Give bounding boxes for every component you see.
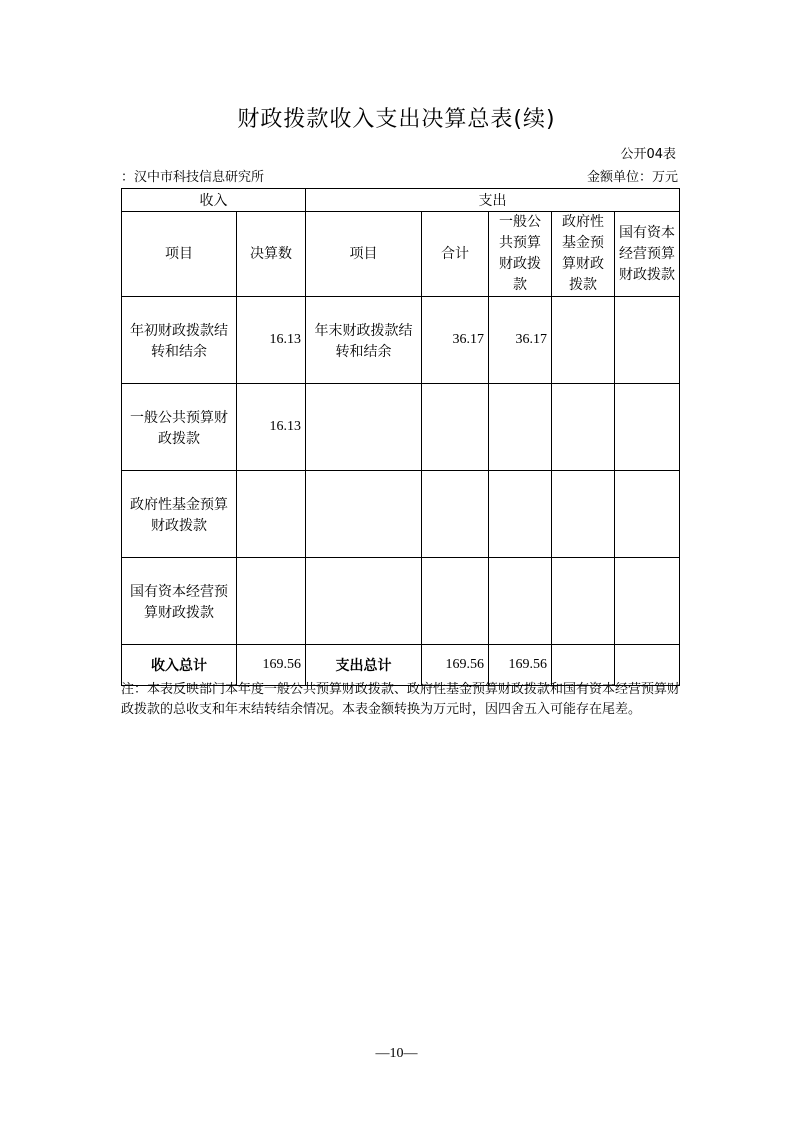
expense-state-capital [615, 384, 680, 471]
expense-general [489, 384, 552, 471]
income-header: 收入 [122, 189, 306, 212]
unit-line [121, 166, 678, 185]
expense-general [489, 558, 552, 645]
expense-item: 年末财政拨款结转和结余 [306, 297, 422, 384]
expense-total-label: 支出总计 [306, 645, 422, 686]
expense-item [306, 384, 422, 471]
income-item: 国有资本经营预算财政拨款 [122, 558, 237, 645]
budget-table [121, 188, 680, 686]
table-row [122, 471, 680, 558]
expense-total: 36.17 [422, 297, 489, 384]
col-general-budget: 一般公共预算财政拨款 [489, 212, 552, 297]
expense-total [422, 558, 489, 645]
expense-total [422, 384, 489, 471]
expense-gov-fund [552, 471, 615, 558]
income-total-amount: 169.56 [237, 645, 306, 686]
header-row-2 [122, 212, 680, 297]
col-gov-fund: 政府性基金预算财政拨款 [552, 212, 615, 297]
income-item: 政府性基金预算财政拨款 [122, 471, 237, 558]
col-income-item: 项目 [122, 212, 237, 297]
income-total-label: 收入总计 [122, 645, 237, 686]
expense-total-general: 169.56 [489, 645, 552, 686]
header-row-1 [122, 189, 680, 212]
expense-general [489, 471, 552, 558]
expense-header: 支出 [306, 189, 680, 212]
table-row [122, 558, 680, 645]
table-row [122, 384, 680, 471]
col-final-amount: 决算数 [237, 212, 306, 297]
col-expense-item: 项目 [306, 212, 422, 297]
income-amount: 16.13 [237, 297, 306, 384]
organization-name: ：汉中市科技信息研究所 [121, 170, 265, 185]
expense-state-capital [615, 297, 680, 384]
income-amount [237, 558, 306, 645]
form-number: 公开04表 [620, 147, 676, 162]
expense-gov-fund [552, 558, 615, 645]
expense-gov-fund [552, 384, 615, 471]
income-item: 年初财政拨款结转和结余 [122, 297, 237, 384]
income-amount [237, 471, 306, 558]
expense-state-capital [615, 558, 680, 645]
col-state-capital: 国有资本经营预算财政拨款 [615, 212, 680, 297]
page-number: —10— [375, 1046, 418, 1061]
amount-unit: 金额单位：万元 [586, 170, 678, 185]
expense-state-capital [615, 471, 680, 558]
expense-total [422, 471, 489, 558]
footnote: 注：本表反映部门本年度一般公共预算财政拨款、政府性基金预算财政拨款和国有资本经营预算财政拨款的总收支和年末结转结余情况。本表金额转换为万元时，因四舍五入可能存在尾差。 [121, 682, 681, 717]
page-title: 财政拨款收入支出决算总表(续) [237, 107, 556, 132]
table-row [122, 297, 680, 384]
expense-item [306, 558, 422, 645]
expense-item [306, 471, 422, 558]
income-amount: 16.13 [237, 384, 306, 471]
col-total: 合计 [422, 212, 489, 297]
expense-general: 36.17 [489, 297, 552, 384]
expense-gov-fund [552, 297, 615, 384]
income-item: 一般公共预算财政拨款 [122, 384, 237, 471]
expense-total-sum: 169.56 [422, 645, 489, 686]
